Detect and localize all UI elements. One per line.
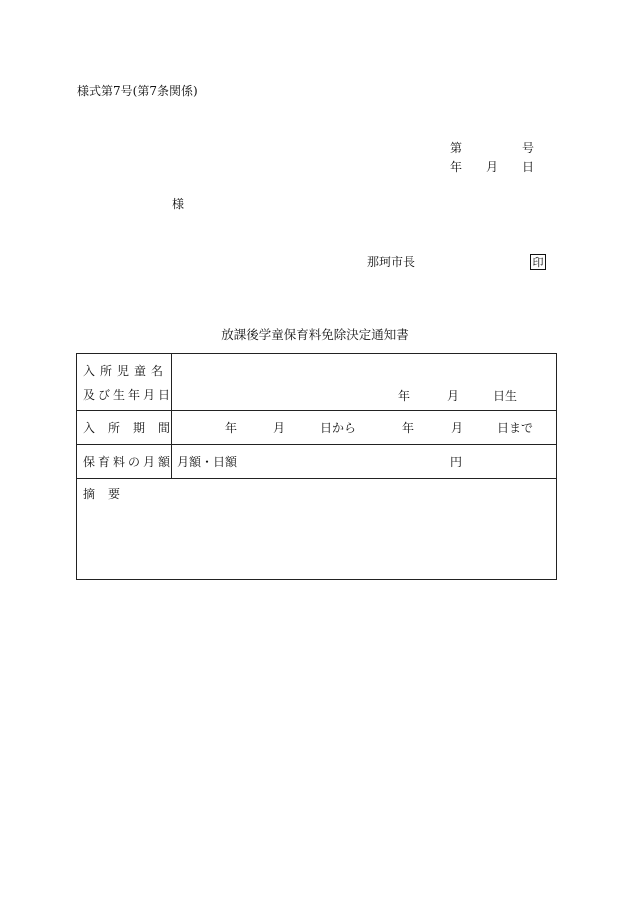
seal-mark: 印 — [530, 254, 546, 270]
period-end-year-unit: 年 — [402, 421, 415, 435]
issuer-title: 那珂市長 — [367, 255, 416, 269]
row-divider — [77, 444, 556, 445]
birth-day-unit: 日生 — [493, 389, 518, 403]
enrollment-period-label: 入所期間 — [83, 421, 184, 435]
document-title: 放課後学童保育料免除決定通知書 — [221, 327, 409, 342]
document-number-suffix: 号 — [522, 141, 535, 155]
issue-date-year: 年 — [450, 160, 463, 174]
row-divider — [77, 410, 556, 411]
period-start-year-unit: 年 — [225, 421, 238, 435]
child-name-label: 入所児童名 — [83, 364, 169, 378]
issue-date-day: 日 — [522, 160, 535, 174]
remarks-label: 摘要 — [83, 487, 134, 501]
notice-table — [76, 353, 557, 580]
form-number-label: 様式第7号(第7条関係) — [77, 84, 198, 98]
birth-year-unit: 年 — [398, 389, 411, 403]
monthly-fee-label: 保育料の月額 — [83, 455, 174, 469]
fee-type-text: 月額・日額 — [177, 455, 238, 469]
fee-currency-unit: 円 — [450, 455, 463, 469]
document-number-prefix: 第 — [450, 141, 463, 155]
period-start-month-unit: 月 — [273, 421, 286, 435]
period-start-day-unit: 日から — [320, 421, 357, 435]
period-end-day-unit: 日まで — [497, 421, 534, 435]
period-end-month-unit: 月 — [451, 421, 464, 435]
birth-date-label: 及び生年月日 — [83, 388, 174, 402]
addressee-honorific: 様 — [172, 197, 185, 211]
issue-date-month: 月 — [486, 160, 499, 174]
birth-month-unit: 月 — [447, 389, 460, 403]
row-divider — [77, 478, 556, 479]
